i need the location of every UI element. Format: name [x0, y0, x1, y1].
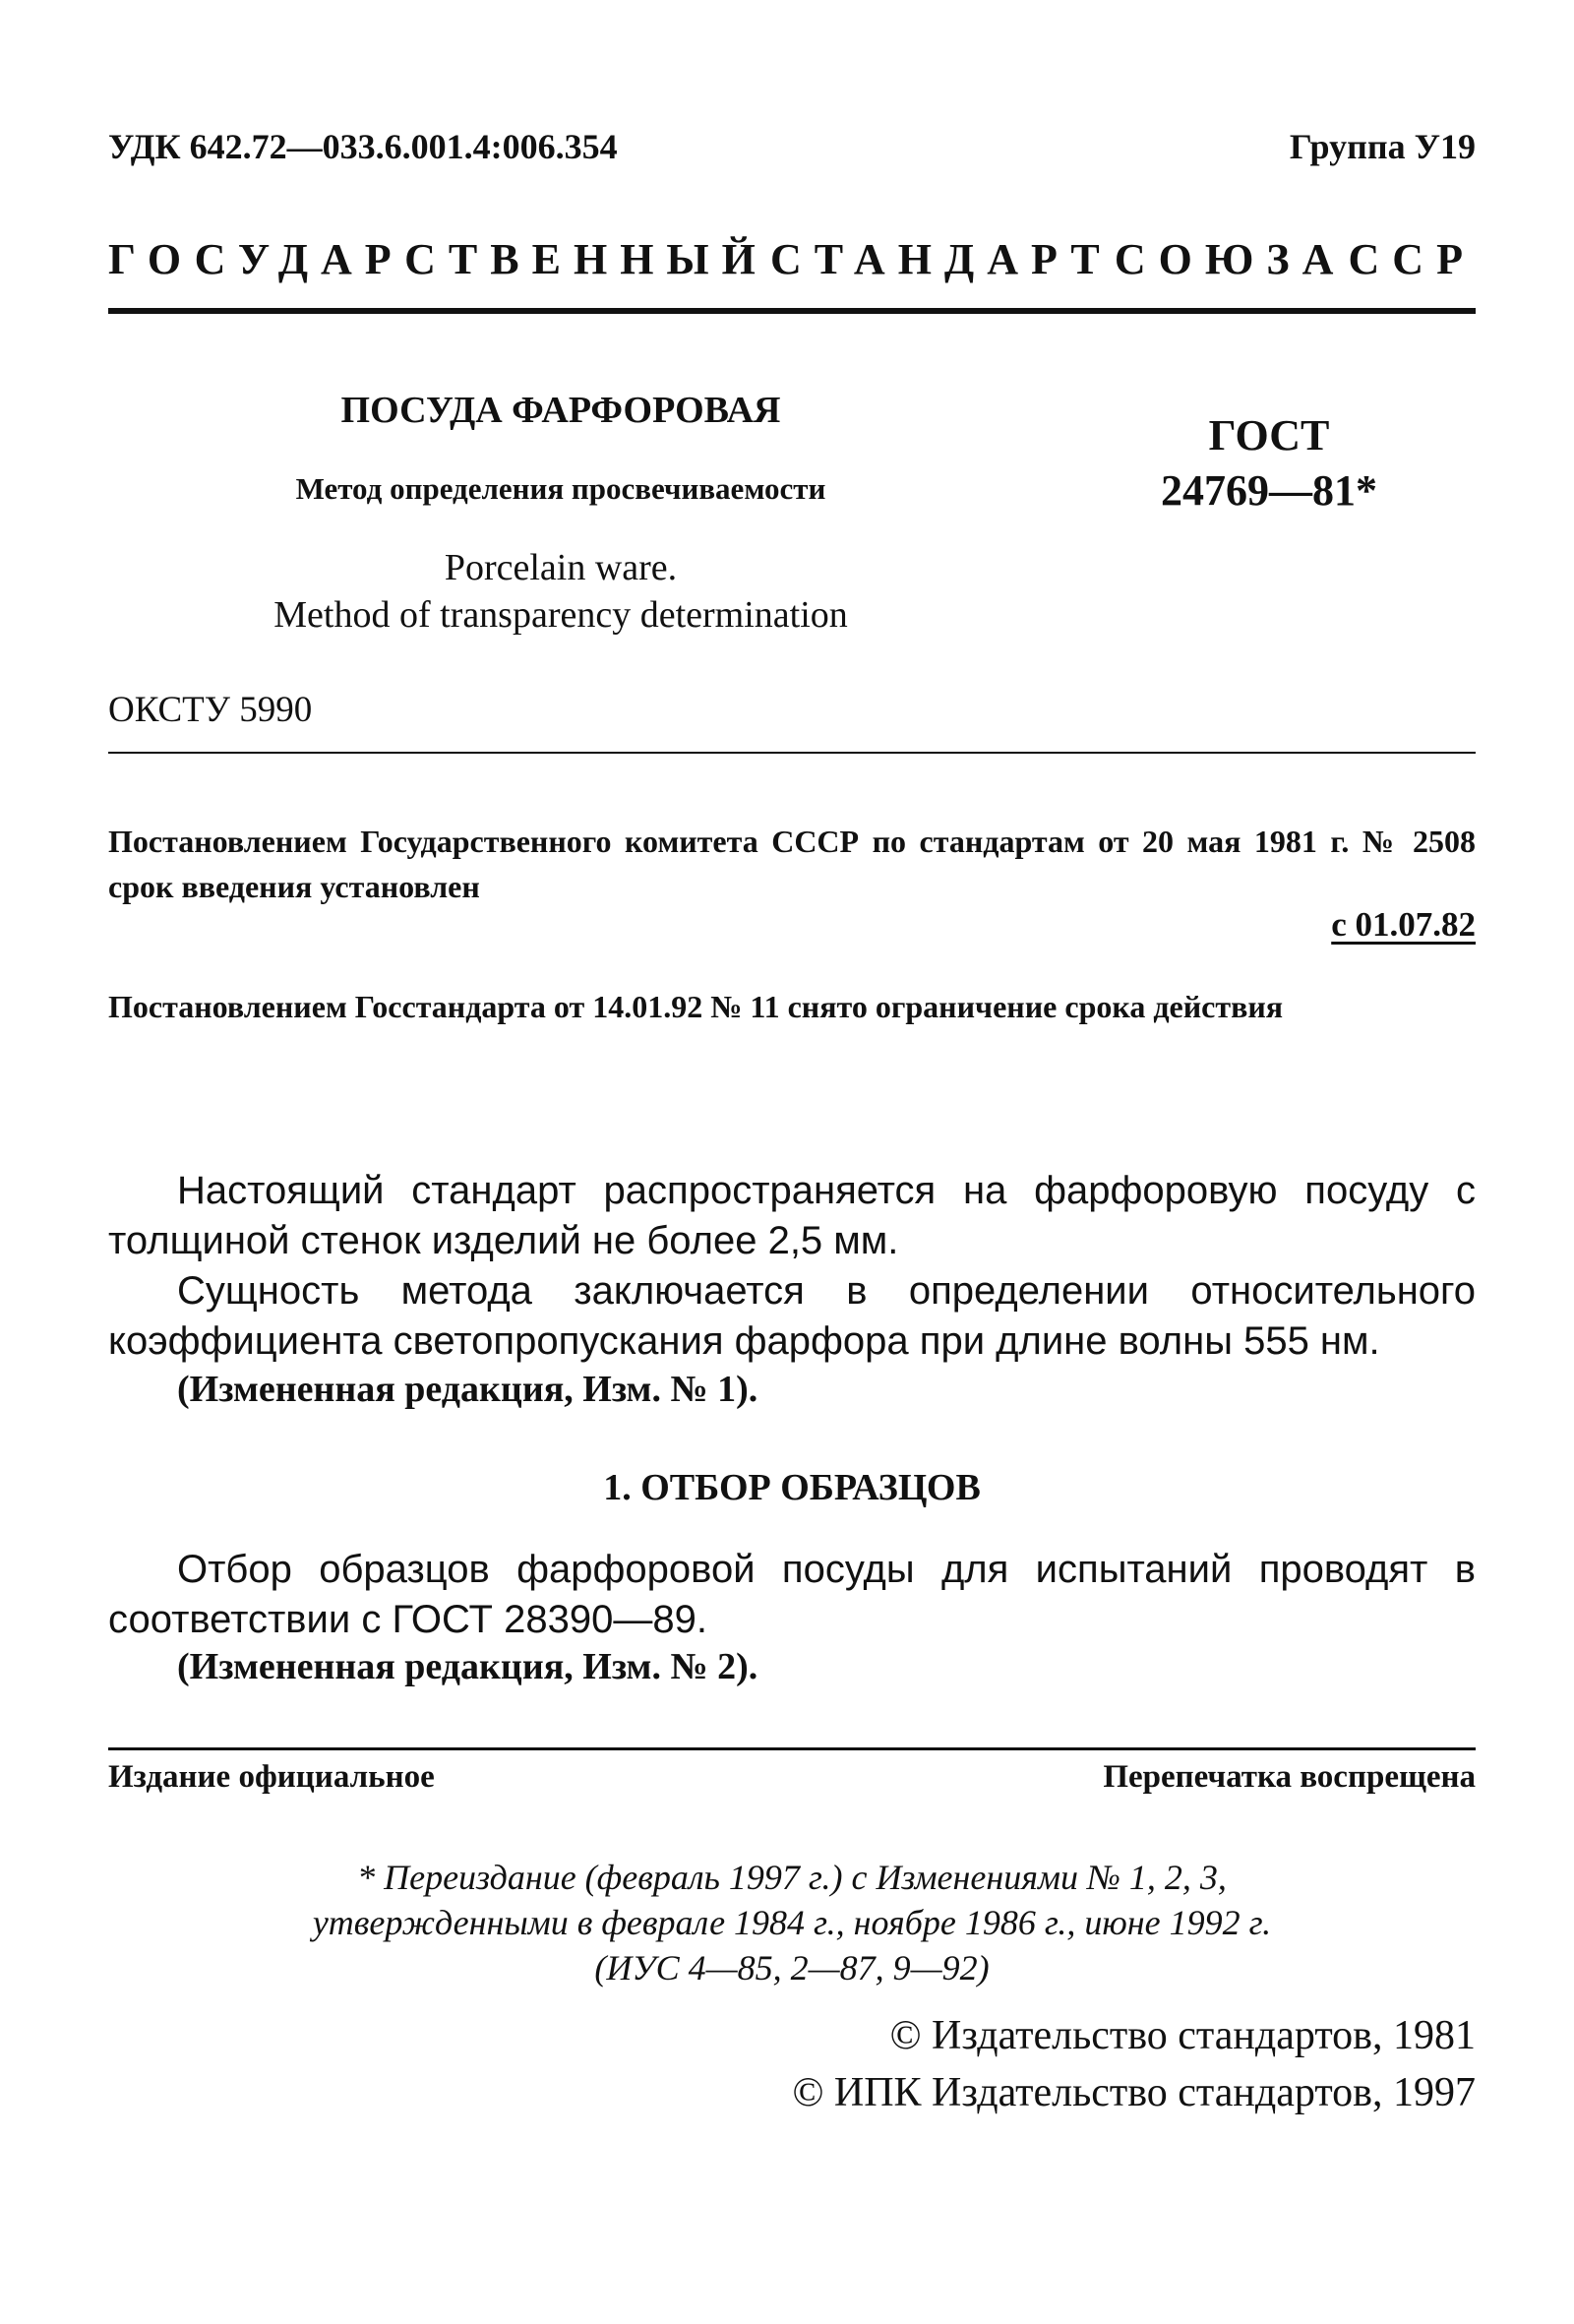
heading-word: СОЮЗА	[1114, 235, 1347, 283]
reissue-line: * Переиздание (февраль 1997 г.) с Изменениями № 1, 2, 3,	[357, 1858, 1227, 1897]
gost-label: ГОСТ	[1208, 411, 1330, 459]
decree-first: Постановлением Государственного комитета СССР по стандартам от 20 мая 1981 г. № 2508 срок введения установлен	[108, 824, 1476, 904]
copyright-line: © Издательство стандартов, 1981	[889, 2013, 1476, 2058]
heading-word: ГОСУДАРСТВЕННЫЙ	[108, 235, 768, 283]
document-subtitle: Метод определения просвечиваемости	[295, 471, 826, 506]
udk-code: УДК 642.72—033.6.001.4:006.354	[108, 127, 618, 166]
gost-number: 24769—81*	[1161, 466, 1377, 515]
intro-text	[108, 1166, 1476, 1367]
english-title-line: Method of transparency determination	[273, 594, 848, 636]
official-edition: Издание официальное	[108, 1759, 435, 1795]
english-title-line: Porcelain ware.	[444, 547, 678, 588]
standard-heading	[108, 234, 1476, 284]
section-title: 1. ОТБОР ОБРАЗЦОВ	[603, 1467, 981, 1508]
okstu-code: ОКСТУ 5990	[108, 690, 313, 730]
heading-rule	[108, 308, 1476, 314]
reissue-note	[108, 1855, 1476, 1990]
paragraph: Отбор образцов фарфоровой посуды для испытаний проводят в соответствии с ГОСТ 28390—89.	[108, 1548, 1476, 1641]
reprint-forbidden: Перепечатка воспрещена	[1103, 1759, 1476, 1795]
section-text	[108, 1545, 1476, 1645]
paragraph: Настоящий стандарт распространяется на фарфоровую посуду с толщиной стенок изделий не более 2,5 мм.	[108, 1169, 1476, 1262]
copyright-line: © ИПК Издательство стандартов, 1997	[792, 2070, 1476, 2115]
gost-designation	[1092, 408, 1446, 519]
okstu-rule	[108, 752, 1476, 754]
group-code: Группа У19	[1289, 127, 1476, 166]
title-block	[187, 389, 935, 639]
decree-second: Постановлением Госстандарта от 14.01.92 № 11 снято ограничение срока действия	[108, 989, 1284, 1024]
paragraph: Сущность метода заключается в определении относительного коэффициента светопропускания фарфора при длине волны 555 нм.	[108, 1269, 1476, 1363]
amendment-note: (Измененная редакция, Изм. № 1).	[177, 1369, 758, 1410]
copyright-block	[792, 2007, 1476, 2121]
reissue-line: утвержденными в феврале 1984 г., ноябре 1986 г., июне 1992 г.	[312, 1903, 1272, 1942]
document-title: ПОСУДА ФАРФОРОВАЯ	[340, 390, 781, 431]
heading-word: СТАНДАРТ	[769, 235, 1113, 283]
heading-word: ССР	[1348, 235, 1476, 283]
amendment-note: (Измененная редакция, Изм. № 2).	[177, 1646, 758, 1687]
footer-rule	[108, 1747, 1476, 1750]
reissue-line: (ИУС 4—85, 2—87, 9—92)	[594, 1948, 990, 1988]
decree-effective-date: с 01.07.82	[1331, 905, 1476, 944]
